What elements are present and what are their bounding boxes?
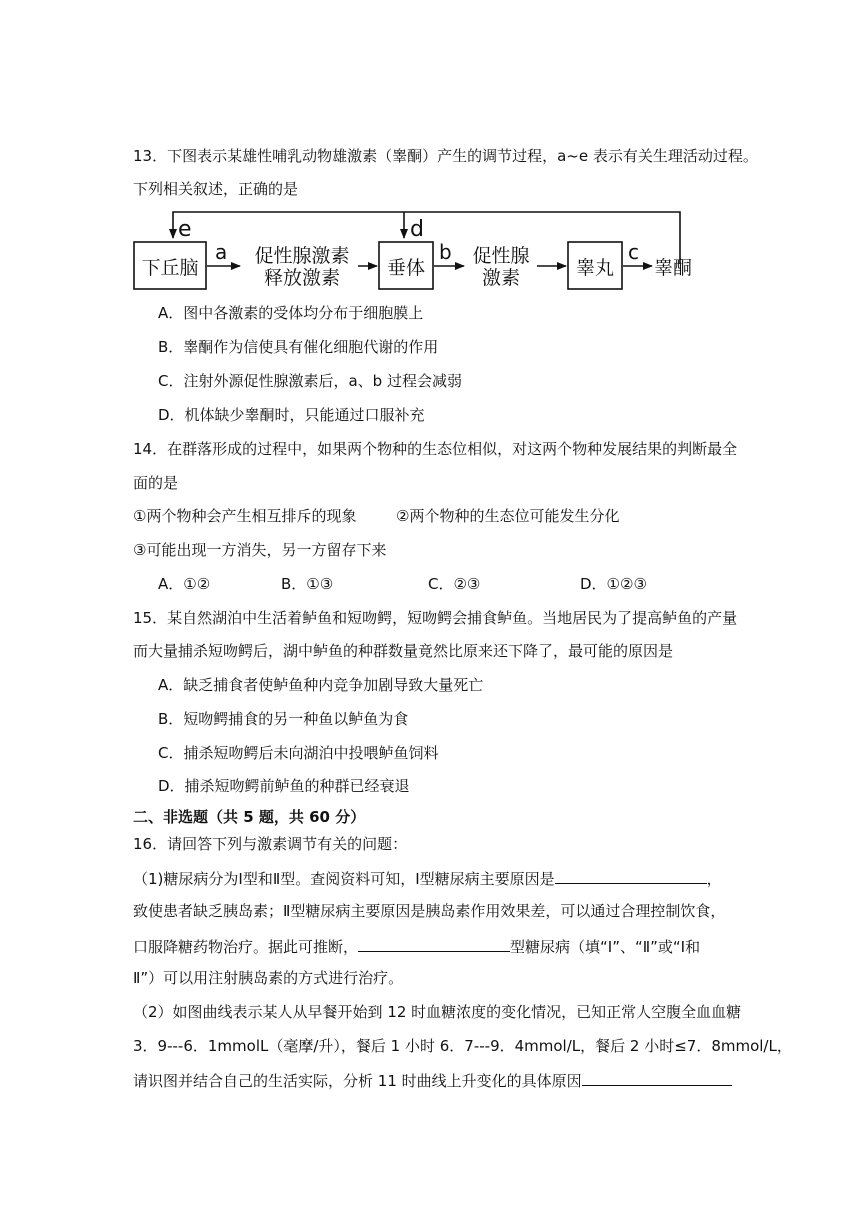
q16-p1-line3-b: 型糖尿病（填“Ⅰ”、“Ⅱ”或“Ⅰ和 [510,938,701,956]
q13-stem-line2: 下列相关叙述，正确的是 [133,180,299,198]
q16-p1-line1-end: ， [706,870,722,888]
label-d: d [410,217,424,242]
q14-stem-line1: 14．在群落形成的过程中，如果两个物种的生态位相似，对这两个物种发展结果的判断最全 [133,440,738,458]
q14-option-b: B．①③ [281,575,334,593]
q16-p1-line3-a: 口服降糖药物治疗。据此可推断， [133,938,359,956]
label-b: b [439,240,452,264]
q16-p2-line3 [133,1069,732,1091]
hormone-regulation-diagram [128,204,710,298]
hormone1-line1: 促性腺激素 [254,245,350,267]
q14-option-c: C．②③ [428,575,481,593]
hormone1-line2: 释放激素 [263,267,341,289]
q16-p2-line3-text: 请识图并结合自己的生活实际，分析 11 时曲线上升变化的具体原因 [133,1072,582,1090]
hypothalamus-label: 下丘脑 [141,257,199,279]
q16-stem: 16．请回答下列与激素调节有关的问题： [133,835,408,853]
q14-option-a: A．①② [158,575,211,593]
label-e: e [178,217,192,242]
q15-option-b: B．短吻鳄捕食的另一种鱼以鲈鱼为食 [158,710,409,728]
answer-blank-1[interactable] [555,867,707,884]
q15-stem-line2: 而大量捕杀短吻鳄后，湖中鲈鱼的种群数量竟然比原来还下降了，最可能的原因是 [133,642,674,660]
section2-heading: 二、非选题（共 5 题，共 60 分） [133,808,366,826]
testosterone-label: 睾酮 [654,257,693,279]
q16-p1-line1 [133,867,722,889]
q16-p2-line1: （2）如图曲线表示某人从早餐开始到 12 时血糖浓度的变化情况，已知正常人空腹全血血糖 [133,1003,742,1021]
q15-option-a: A．缺乏捕食者使鲈鱼种内竞争加剧导致大量死亡 [158,676,484,694]
q16-p1-line4: Ⅱ”）可以用注射胰岛素的方式进行治疗。 [133,969,404,987]
q15-option-d: D．捕杀短吻鳄前鲈鱼的种群已经衰退 [158,777,410,795]
q13-option-b: B．睾酮作为信使具有催化细胞代谢的作用 [158,338,439,356]
q14-item-1: ①两个物种会产生相互排斥的现象 [133,507,357,525]
hormone2-line2: 激素 [481,267,521,289]
q16-p1-line3 [133,935,700,957]
q14-item-3: ③可能出现一方消失，另一方留存下来 [133,541,387,559]
q14-stem-line2: 面的是 [133,474,179,492]
q16-p1-line2: 致使患者缺乏胰岛素；Ⅱ型糖尿病主要原因是胰岛素作用效果差，可以通过合理控制饮食， [133,902,726,920]
q13-option-d: D．机体缺少睾酮时，只能通过口服补充 [158,406,425,424]
q14-item-2: ②两个物种的生态位可能发生分化 [396,507,620,525]
pituitary-label: 垂体 [386,257,426,279]
label-a: a [215,240,228,264]
q15-stem-line1: 15．某自然湖泊中生活着鲈鱼和短吻鳄，短吻鳄会捕食鲈鱼。当地居民为了提高鲈鱼的产量 [133,609,738,627]
hormone2-line1: 促性腺 [472,245,530,267]
testis-label: 睾丸 [575,257,615,279]
label-c: c [628,240,639,264]
q16-p1-line1-text: （1)糖尿病分为Ⅰ型和Ⅱ型。查阅资料可知，Ⅰ型糖尿病主要原因是 [133,870,555,888]
q16-p2-line2: 3．9---6．1mmolL（毫摩/升），餐后 1 小时 6．7---9．4mmol/L，餐后 2 小时≤7．8mmol/L， [133,1037,792,1055]
q13-stem-line1: 13．下图表示某雄性哺乳动物雄激素（睾酮）产生的调节过程，a~e 表示有关生理活动过程。 [133,147,758,165]
answer-blank-2[interactable] [358,935,510,952]
q14-option-d: D．①②③ [580,575,647,593]
q13-option-c: C．注射外源促性腺激素后，a、b 过程会减弱 [158,372,462,390]
q15-option-c: C．捕杀短吻鳄后未向湖泊中投喂鲈鱼饲料 [158,744,439,762]
answer-blank-3[interactable] [582,1069,732,1086]
q13-option-a: A．图中各激素的受体均分布于细胞膜上 [158,304,424,322]
